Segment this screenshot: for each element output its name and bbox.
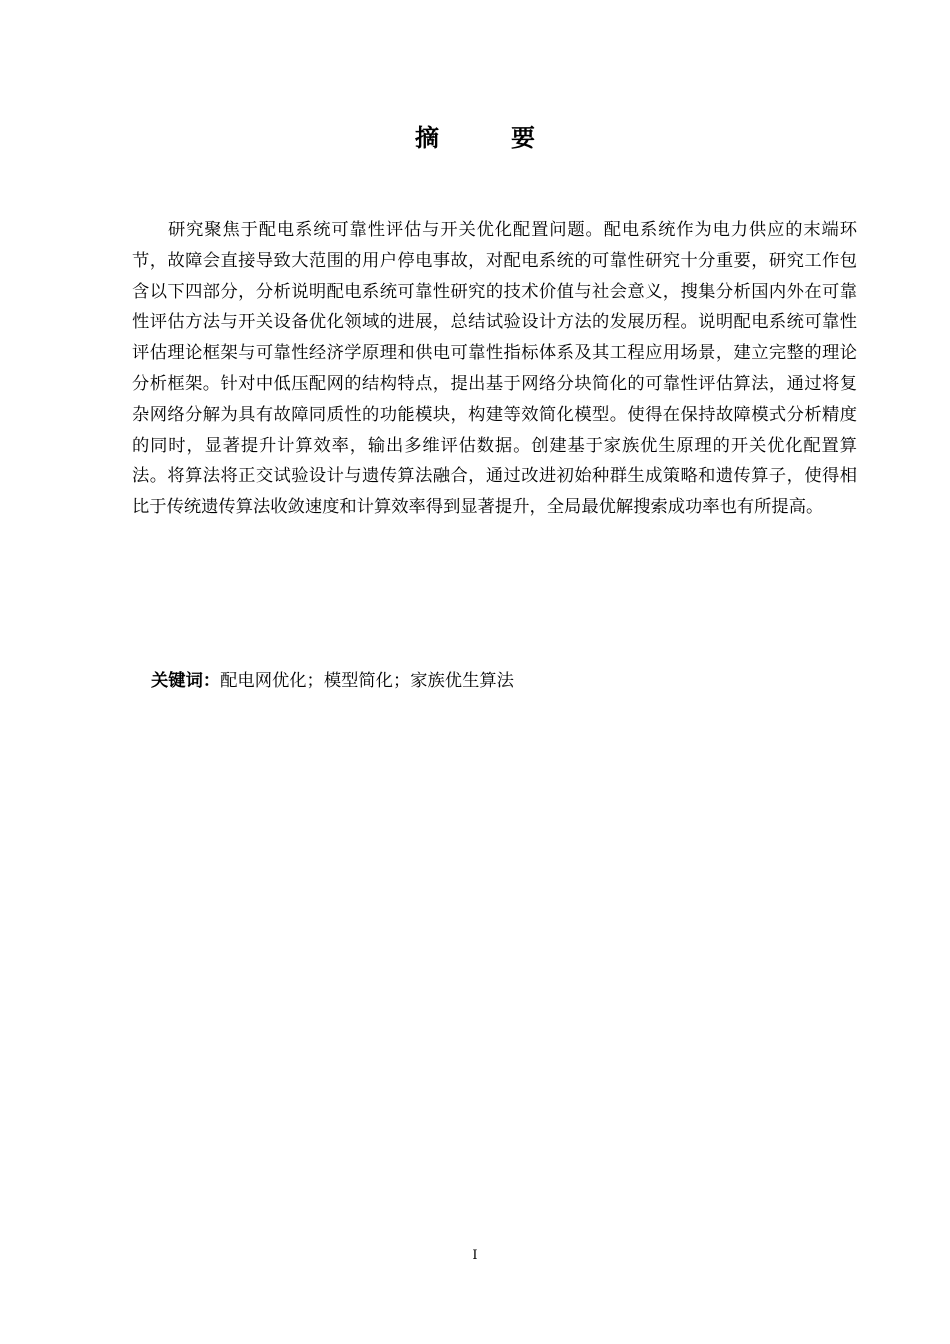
abstract-paragraph: 研究聚焦于配电系统可靠性评估与开关优化配置问题。配电系统作为电力供应的末端环节，故障会直接导致大范围的用户停电事故，对配电系统的可靠性研究十分重要，研究工作包含以下四部分，分析说明配电系统可靠性研究的技术价值与社会意义，搜集分析国内外在可靠性评估方法与开关设备优化领域的进展，总结试验设计方法的发展历程。说明配电系统可靠性评估理论框架与可靠性经济学原理和供电可靠性指标体系及其工程应用场景，建立完整的理论分析框架。针对中低压配网的结构特点，提出基于网络分块简化的可靠性评估算法，通过将复杂网络分解为具有故障同质性的功能模块，构建等效简化模型。使得在保持故障模式分析精度的同时，显著提升计算效率，输出多维评估数据。创建基于家族优生原理的开关优化配置算法。将算法将正交试验设计与遗传算法融合，通过改进初始种群生成策略和遗传算子，使得相比于传统遗传算法收敛速度和计算效率得到显著提升，全局最优解搜索成功率也有所提高。: [132, 220, 857, 518]
keywords-text: 配电网优化；模型简化；家族优生算法: [220, 671, 514, 691]
page-number: I: [472, 1248, 478, 1263]
keywords-label: 关键词：: [151, 671, 221, 691]
page-title: 摘 要: [415, 123, 559, 152]
keywords-line: [151, 666, 851, 696]
